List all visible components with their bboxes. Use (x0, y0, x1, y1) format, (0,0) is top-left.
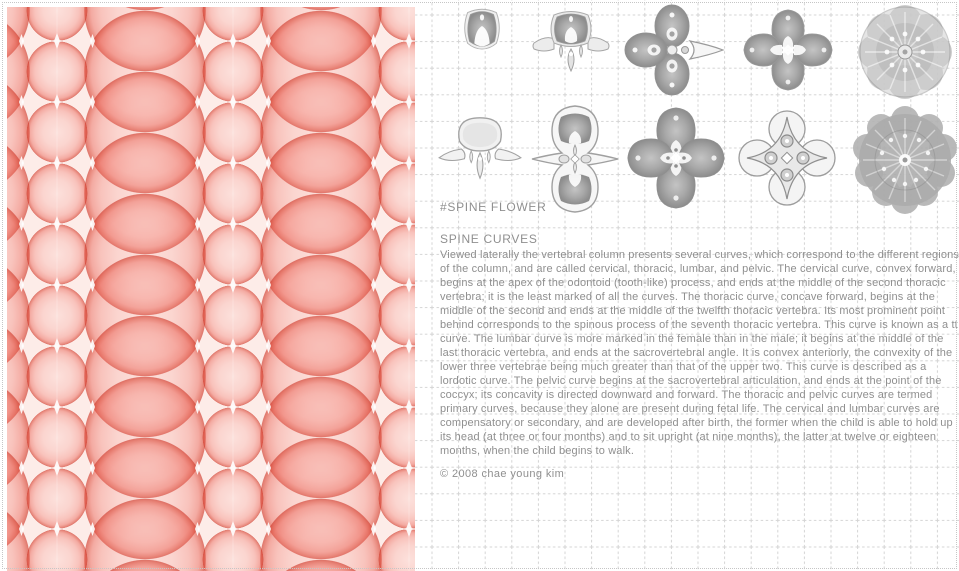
project-tag: #SPINE FLOWER (440, 200, 547, 214)
spine-flower-three-petal (622, 3, 728, 97)
spine-flower-four-petal (742, 8, 834, 92)
spine-flower-pattern-swatch (7, 7, 415, 571)
lumbar-vertebra-superior-view (436, 112, 524, 188)
body-paragraph: Viewed laterally the vertebral column presents several curves, which correspond to the different regions of the column, and are called cervical, thoracic, lumbar, and pelvic. The cervical curve, convex forward, begins at the apex of the odontoid (tooth-like) process, and ends at the middle of the second thoracic vertebra; it is the least marked of all the curves. The thoracic curve, concave forward, begins at the middle of the second and ends at the middle of the twelfth thoracic vertebra. Its most prominent point behind corresponds to the spinous process of the seventh thoracic vertebra. This curve is known as a tt curve. The lumbar curve is more marked in the female than in the male; it begins at the middle of the last thoracic vertebra, and ends at the sacrovertebral angle. It is convex anteriorly, the convexity of the lower three vertebrae being much greater than that of the upper two. This curve is described as a lordotic curve. The pelvic curve begins at the sacrovertebral articulation, and ends at the point of the coccyx; its concavity is directed downward and forward. The thoracic and pelvic curves are termed primary curves, because they alone are present during fetal life. The cervical and lumbar curves are compensatory or secondary, and are developed after birth, the former when the child is able to hold up its head (at three or four months) and to sit upright (at nine months), the latter at twelve or eighteen months, when the child begins to walk. (440, 249, 959, 457)
section-heading: SPINE CURVES (440, 232, 538, 246)
spine-flower-four-petal-dark (623, 106, 729, 210)
spine-flower-mandala-dense (852, 105, 958, 215)
spine-flower-four-lobe-star (738, 108, 836, 208)
copyright-line: © 2008 chae young kim (440, 468, 565, 480)
vertebra-front-view (458, 3, 506, 51)
vertebra-mirrored-pair (528, 103, 622, 215)
pink-pattern-art (7, 7, 415, 571)
spine-flower-mandala (852, 3, 958, 101)
vertebra-front-with-processes (530, 7, 612, 79)
design-notes-panel (415, 0, 959, 571)
